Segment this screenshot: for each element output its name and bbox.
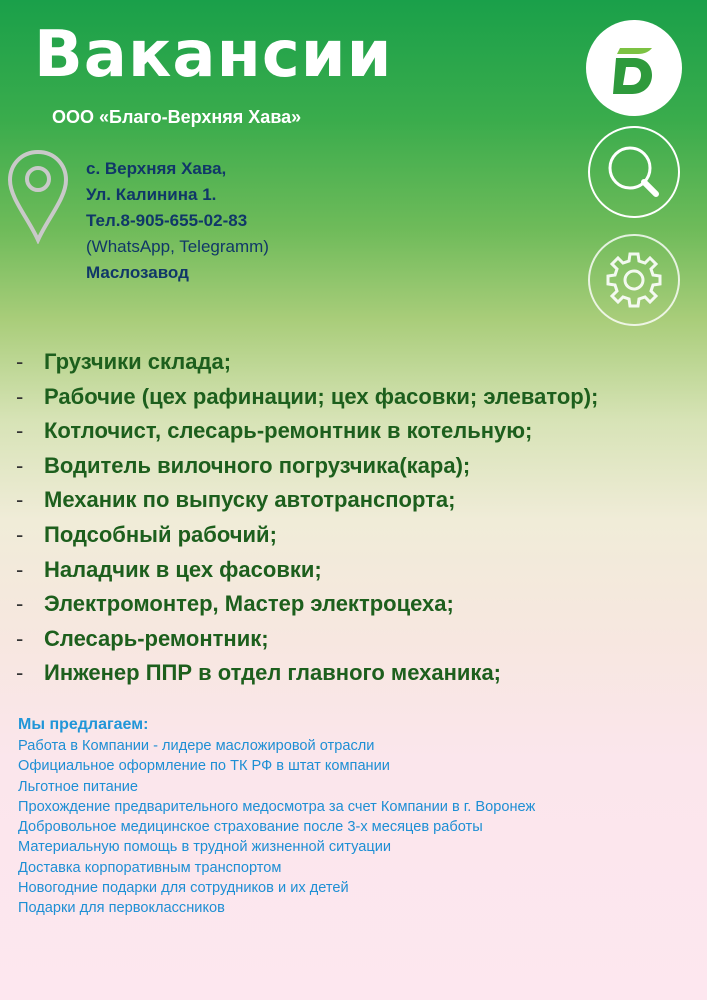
list-item: Льготное питание [18,778,139,795]
list-item: Прохождение предварительного медосмотра за счет Компании в г. Воронеж [18,798,536,815]
list-item: Добровольное медицинское страхование после 3-х месяцев работы [18,819,483,836]
list-item: - Подсобный рабочий; [16,521,277,547]
messenger-note: (WhatsApp, Telegramm) [86,237,269,256]
list-item: Материальную помощь в трудной жизненной ситуации [18,839,392,856]
benefits-title: Мы предлагаем: [18,716,149,733]
list-item: - Слесарь-ремонтник; [16,625,269,651]
list-item: - Электромонтер, Мастер электроцеха; [16,591,454,617]
benefits-section [18,714,535,919]
list-item: - Рабочие (цех рафинации; цех фасовки; элеватор); [16,383,599,409]
gear-icon [586,232,682,328]
list-item: - Грузчики склада; [16,349,232,374]
list-item: Новогодние подарки для сотрудников и их детей [18,880,349,897]
list-item: - Наладчик в цех фасовки; [16,556,322,582]
list-item: - Инженер ППР в отдел главного механика; [16,660,502,686]
list-item: Доставка корпоративным транспортом [18,859,282,876]
brand-logo [586,20,682,116]
search-icon [586,124,682,220]
vacancy-list [16,345,598,691]
list-item: Работа в Компании - лидере масложировой отрасли [18,738,375,754]
phone-number[interactable]: Тел.8-905-655-02-83 [86,211,248,230]
list-item: - Механик по выпуску автотранспорта; [16,487,456,513]
list-item: - Водитель вилочного погрузчика(кара); [16,452,471,478]
address-village: с. Верхняя Хава, [86,159,227,178]
list-item: - Котлочист, слесарь-ремонтник в котельную; [16,418,533,444]
contact-block [86,156,269,286]
map-pin-icon [6,148,70,244]
page-title: Вакансии [34,18,393,92]
benefits-list [18,736,535,919]
brand-logo-icon [586,20,682,116]
list-item: Подарки для первоклассников [18,900,225,917]
workplace-name: Маслозавод [86,263,189,282]
company-name: ООО «Благо-Верхняя Хава» [52,107,302,127]
address-street: Ул. Калинина 1. [86,185,217,204]
list-item: Официальное оформление по ТК РФ в штат компании [18,758,390,775]
